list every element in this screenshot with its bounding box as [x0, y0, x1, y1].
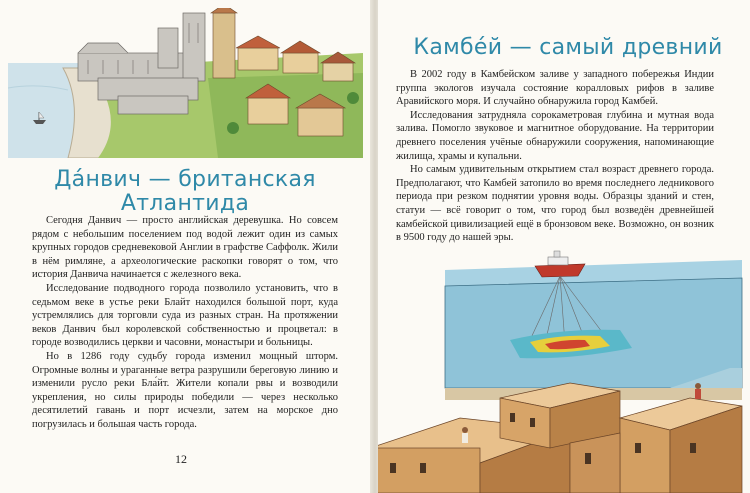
right-paragraph-1: В 2002 году в Камбейском заливе у западного побережья Индии группа экологов изучала состояние коралловых рифов в заливе Аравийского моря. И случайно обнаружила город Камбей.: [396, 69, 714, 108]
right-paragraph-3: Но самым удивительным открытием стал возраст древнего города. Предполагают, что Камбей затопило во время последнего ледникового периода при резком поднятии уровня воды. Образцы зданий и стен, статуи — всё говорит о том, что город был возведён древнейшей камбейской цивилизацией ещё в бронзовом веке. Возможно, он возник в 9500 году до нашей эры.: [396, 164, 714, 244]
left-heading-line2: Атлантида: [120, 191, 250, 216]
cambay-illustration: [378, 248, 750, 493]
right-paragraph-2: Исследования затрудняла сорокаметровая глубина и мутная вода залива. Помогло звуковое и магнитное оборудование. На территории древнего поселения учёные обнаружили сооружения, напоминающие жилища, храмы и купальни.: [396, 109, 714, 162]
right-body: [396, 68, 714, 245]
left-body: [32, 214, 338, 432]
dunwich-illustration: [8, 8, 363, 158]
left-paragraph-3: Но в 1286 году судьбу города изменил мощный шторм. Огромные волны и ураганные ветра разрушили береговую линию и изменили русло реки Бла́йт. Жители копали рвы и возводили укрепления, но силы природы победили — через несколько десятилетий гавань и порт исчезли, затем на морское дно погрузилась и большая часть города.: [32, 350, 338, 430]
left-page: [0, 0, 372, 493]
research-ship-icon: [535, 251, 585, 277]
right-page: [378, 0, 750, 493]
left-paragraph-2: Исследование подводного города позволило установить, что в седьмом веке в устье реки Блайт находился большой порт, куда устремлялись для торговли суда из разных стран. На протяжении веков Данвич был королевской собственностью и процветал: в городе возводились церкви и часовни, монастыри и больницы.: [32, 282, 338, 349]
left-paragraph-1: Сегодня Данвич — просто английская деревушка. Но совсем рядом с небольшим поселением под водой лежит один из самых крупных городов средневековой Англии в графстве Саффолк. Жили в нём римляне, а археологические раскопки говорят о том, что история Данвича начинается с железного века.: [32, 215, 338, 281]
page-number: 12: [175, 452, 187, 466]
right-heading: Камбе́й — самый древний: [413, 35, 723, 60]
left-heading-line1: Да́нвич — британская: [54, 167, 316, 192]
left-heading: [20, 168, 350, 216]
